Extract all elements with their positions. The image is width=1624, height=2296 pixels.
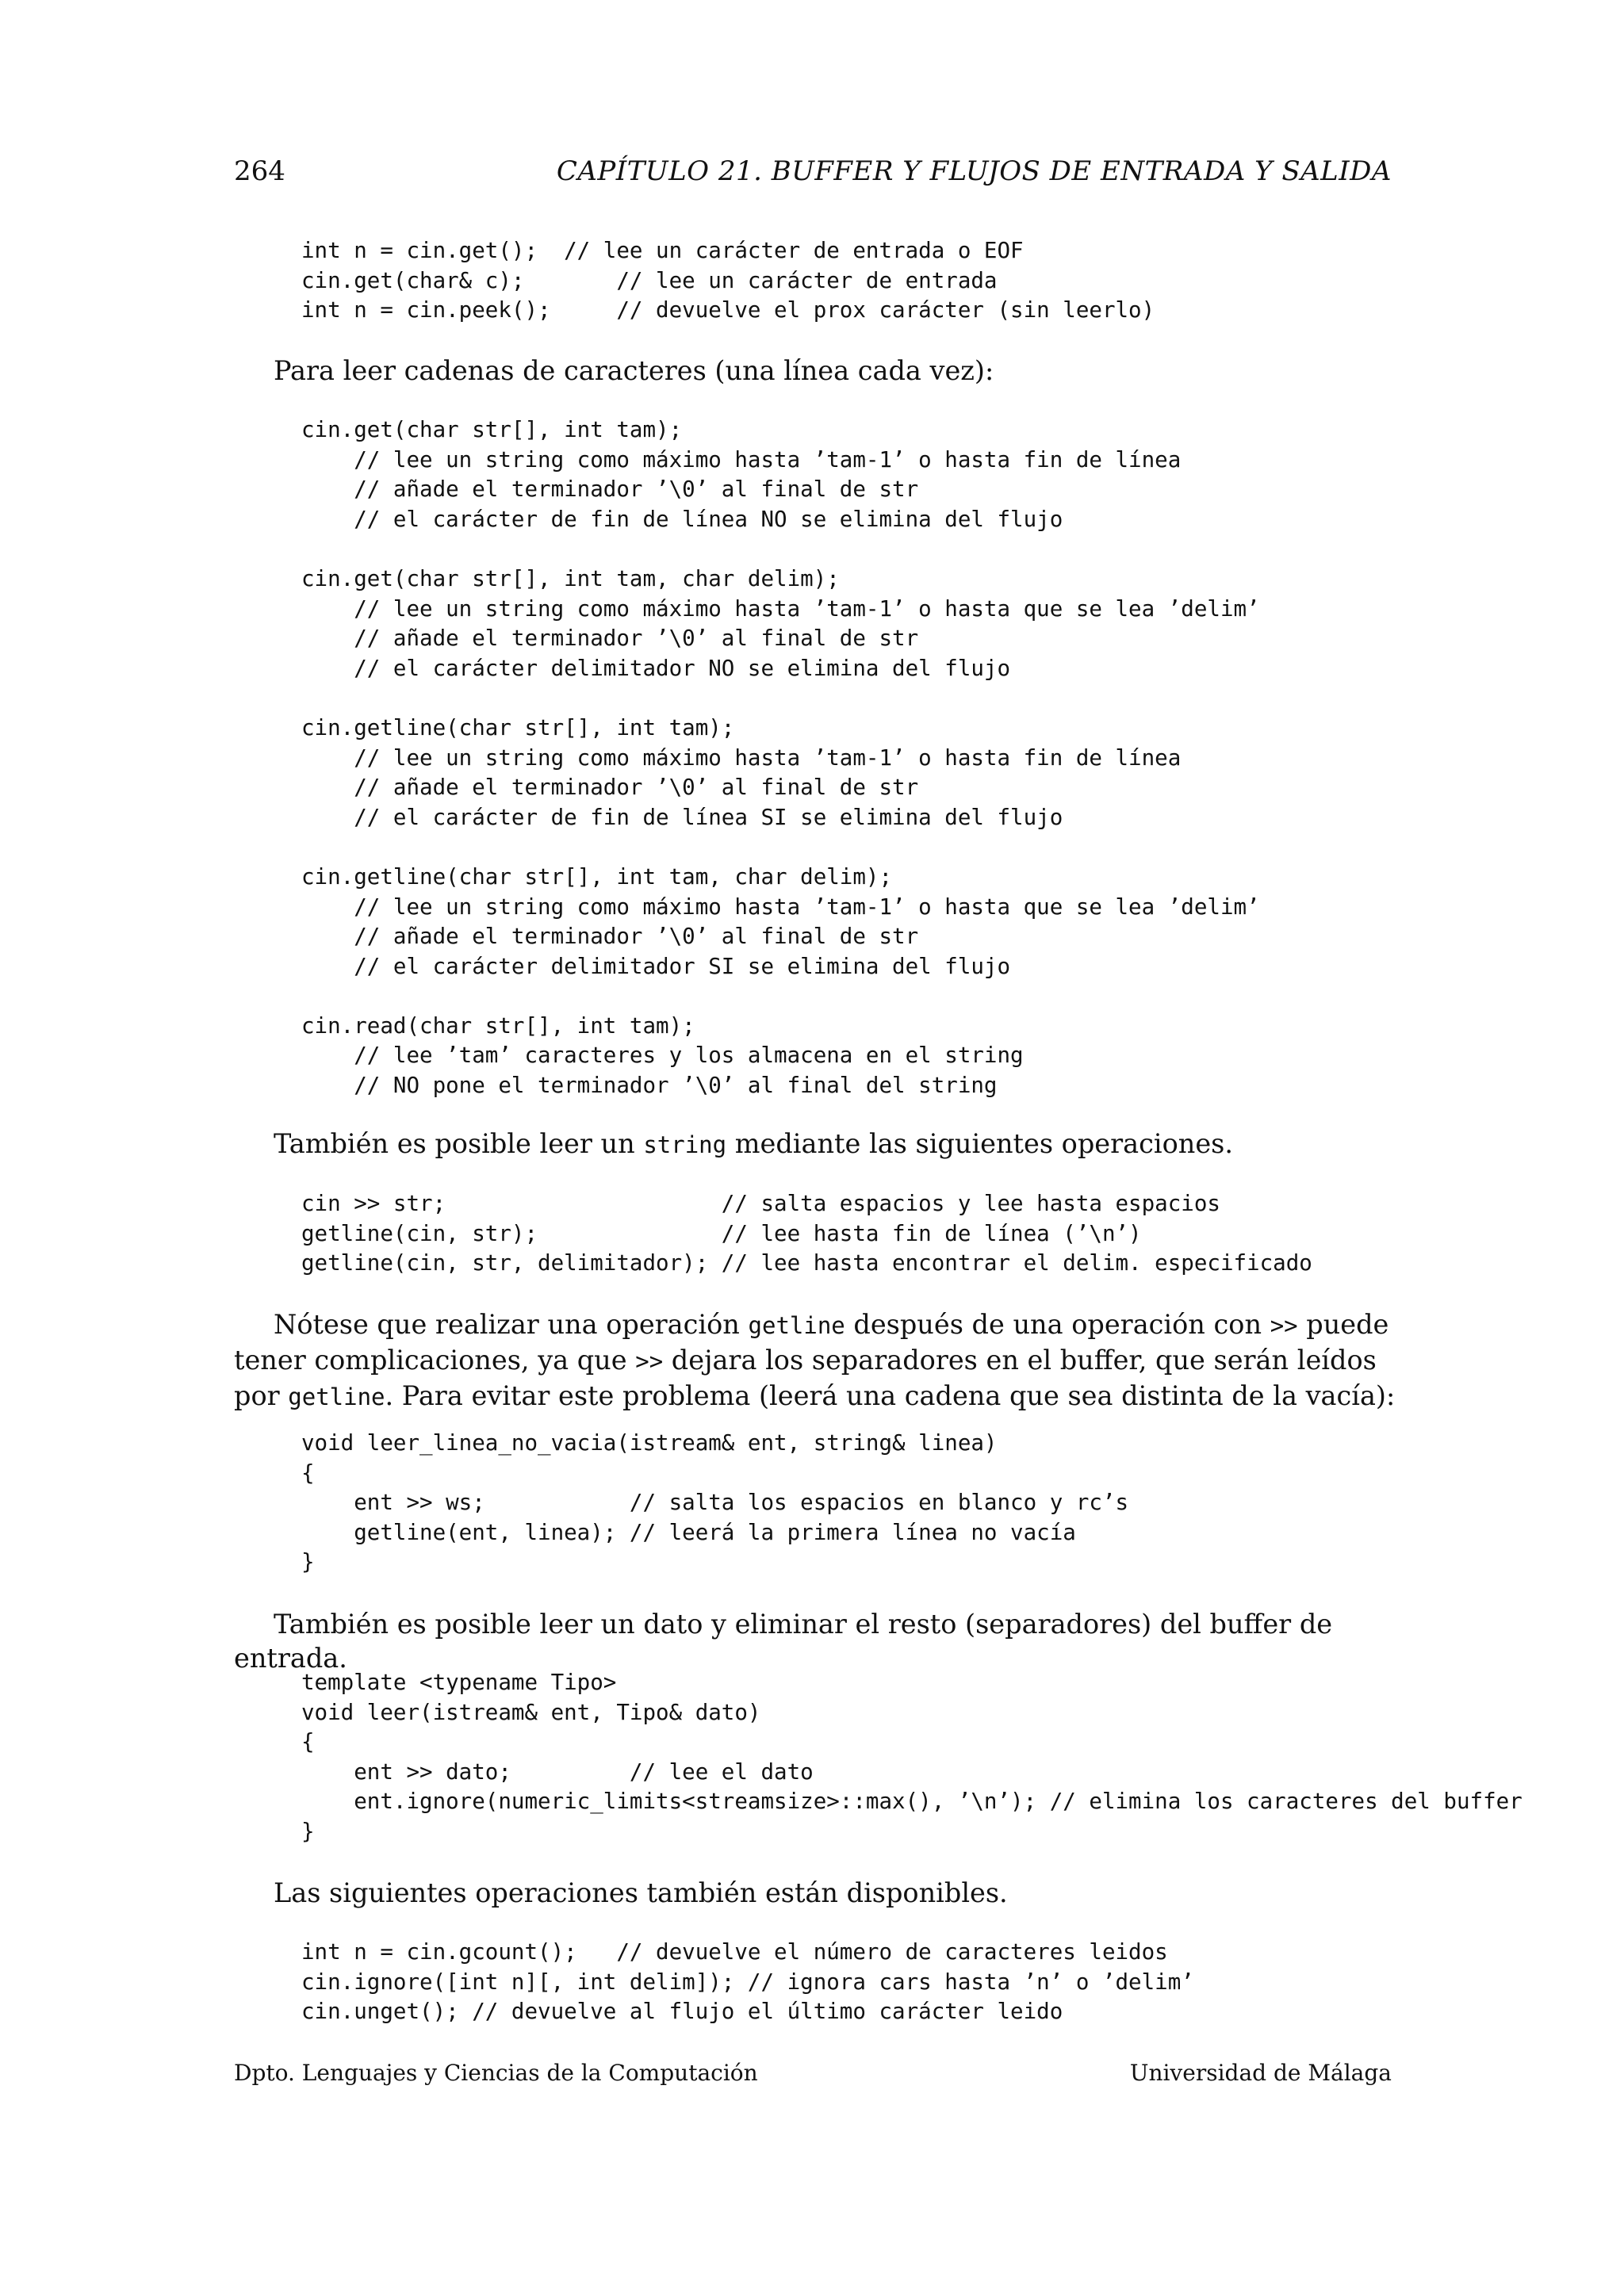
inline-code-extract-op: >> bbox=[1270, 1312, 1298, 1339]
code-block-leer-template: template <typename Tipo> void leer(istream& ent, Tipo& dato) { ent >> dato; // lee el dato ent.ignore(numeric_limits<streamsize>::max(), ’\n’); // elimina los caracteres del buffer } bbox=[301, 1670, 1522, 1844]
paragraph-leer-dato: También es posible leer un dato y eliminar el resto (separadores) del buffer de entrada. bbox=[234, 1609, 1333, 1674]
footer-department: Dpto. Lenguajes y Ciencias de la Computación bbox=[234, 2060, 758, 2086]
paragraph-other-ops: Las siguientes operaciones también están disponibles. bbox=[274, 1877, 1008, 1908]
inline-code-string: string bbox=[643, 1131, 727, 1158]
inline-code-getline: getline bbox=[748, 1312, 845, 1339]
footer-university: Universidad de Málaga bbox=[1129, 2060, 1392, 2086]
code-block-string-read: cin >> str; // salta espacios y lee hasta espacios getline(cin, str); // lee hasta fin de línea (’\n’) getline(cin, str, delimitador); // lee hasta encontrar el delim. especificado bbox=[301, 1191, 1312, 1276]
paragraph-string-ops: También es posible leer un string mediante las siguientes operaciones. bbox=[274, 1128, 1233, 1159]
code-block-leer-linea-no-vacia: void leer_linea_no_vacia(istream& ent, string& linea) { ent >> ws; // salta los espacios en blanco y rc’s getline(ent, linea); // leerá la primera línea no vacía } bbox=[301, 1430, 1129, 1575]
inline-code-getline: getline bbox=[288, 1383, 385, 1410]
page-header bbox=[234, 155, 1392, 195]
code-block-char-input: int n = cin.get(); // lee un carácter de entrada o EOF cin.get(char& c); // lee un carácter de entrada int n = cin.peek(); // devuelve el prox carácter (sin leerlo) bbox=[301, 238, 1155, 323]
chapter-title: CAPÍTULO 21. BUFFER Y FLUJOS DE ENTRADA Y SALIDA bbox=[556, 155, 1392, 187]
code-block-gcount-ignore-unget: int n = cin.gcount(); // devuelve el número de caracteres leidos cin.ignore([int n][, int delim]); // ignora cars hasta ’n’ o ’delim’ cin.unget(); // devuelve al flujo el último carácter leido bbox=[301, 1939, 1194, 2025]
code-block-get-getline-read: cin.get(char str[], int tam); // lee un string como máximo hasta ’tam-1’ o hasta fin de línea // añade el terminador ’\0’ al final de str // el carácter de fin de línea NO se elimina del flujo cin.get(char str[], int tam, char delim); // lee un string como máximo hasta ’tam-1’ o hasta que se lea ’delim’ // añade el terminador ’\0’ al final de str // el carácter delimitador NO se elimina del flujo cin.getline(char str[], int tam); // lee un string como máximo hasta ’tam-1’ o hasta fin de línea // añade el terminador ’\0’ al final de str // el carácter de fin de línea SI se elimina del flujo cin.getline(char str[], int tam, char delim); // lee un string como máximo hasta ’tam-1’ o hasta que se lea ’delim’ // añade el terminador ’\0’ al final de str // el carácter delimitador SI se elimina del flujo cin.read(char str[], int tam); // lee ’tam’ caracteres y los almacena en el string // NO pone el terminador ’\0’ al final del string bbox=[301, 417, 1260, 1099]
paragraph-strings-intro: Para leer cadenas de caracteres (una línea cada vez): bbox=[274, 355, 994, 386]
page-number: 264 bbox=[234, 155, 285, 187]
inline-code-extract-op: >> bbox=[635, 1348, 664, 1375]
paragraph-getline-note: Nótese que realizar una operación getline después de una operación con >> puede tener complicaciones, ya que >> dejara los separadores en el buffer, que serán leídos por getline. Para evitar este problema (leerá una cadena que sea distinta de la vacía): bbox=[234, 1309, 1396, 1411]
